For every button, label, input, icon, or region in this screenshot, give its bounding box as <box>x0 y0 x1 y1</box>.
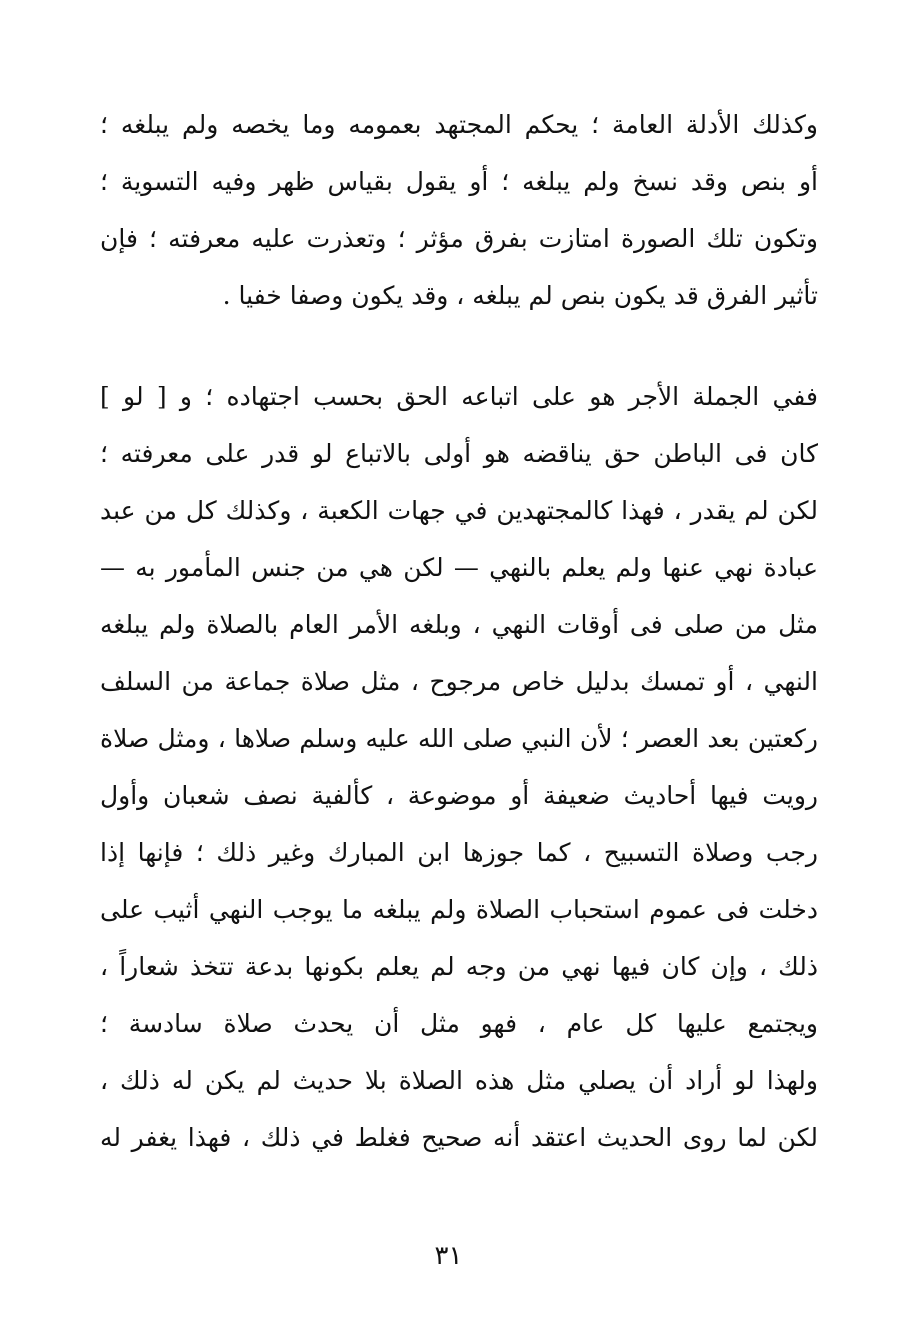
paragraph-line: النهي ، أو تمسك بدليل خاص مرجوح ، مثل صلاة جماعة من السلف <box>100 667 818 696</box>
paragraph-line: لكن لما روى الحديث اعتقد أنه صحيح فغلط في ذلك ، فهذا يغفر له <box>100 1123 818 1152</box>
paragraph-line: تأثير الفرق قد يكون بنص لم يبلغه ، وقد يكون وصفا خفيا . <box>222 281 818 310</box>
paragraph-line: أو بنص وقد نسخ ولم يبلغه ؛ أو يقول بقياس ظهر وفيه التسوية ؛ <box>100 167 818 196</box>
paragraph-line: كان فى الباطن حق يناقضه هو أولى بالاتباع لو قدر على معرفته ؛ <box>100 439 818 468</box>
paragraph-line: ففي الجملة الأجر هو على اتباعه الحق بحسب اجتهاده ؛ و [ لو ] <box>100 382 818 411</box>
paragraph-line: لكن لم يقدر ، فهذا كالمجتهدين في جهات الكعبة ، وكذلك كل من عبد <box>100 496 818 525</box>
paragraph-line: عبادة نهي عنها ولم يعلم بالنهي — لكن هي من جنس المأمور به — <box>100 553 818 582</box>
page-number: ٣١ <box>434 1241 463 1271</box>
paragraph-2 <box>100 368 818 1166</box>
paragraph-line: ولهذا لو أراد أن يصلي مثل هذه الصلاة بلا حديث لم يكن له ذلك ، <box>100 1066 818 1095</box>
paragraph-line: وتكون تلك الصورة امتازت بفرق مؤثر ؛ وتعذرت عليه معرفته ؛ فإن <box>100 224 818 253</box>
paragraph-line: ذلك ، وإن كان فيها نهي من وجه لم يعلم بكونها بدعة تتخذ شعاراً ، <box>100 952 818 981</box>
paragraph-line: دخلت فى عموم استحباب الصلاة ولم يبلغه ما يوجب النهي أثيب على <box>100 895 818 924</box>
paragraph-1 <box>100 96 818 324</box>
paragraph-line: مثل من صلى فى أوقات النهي ، وبلغه الأمر العام بالصلاة ولم يبلغه <box>100 610 818 639</box>
paragraph-line: رويت فيها أحاديث ضعيفة أو موضوعة ، كألفية نصف شعبان وأول <box>100 781 818 810</box>
paragraph-line: ويجتمع عليها كل عام ، فهو مثل أن يحدث صلاة سادسة ؛ <box>100 1009 818 1038</box>
paragraph-line: وكذلك الأدلة العامة ؛ يحكم المجتهد بعمومه وما يخصه ولم يبلغه ؛ <box>100 110 818 139</box>
paragraph-line: رجب وصلاة التسبيح ، كما جوزها ابن المبارك وغير ذلك ؛ فإنها إذا <box>100 838 818 867</box>
paragraph-line: ركعتين بعد العصر ؛ لأن النبي صلى الله عليه وسلم صلاها ، ومثل صلاة <box>100 724 818 753</box>
